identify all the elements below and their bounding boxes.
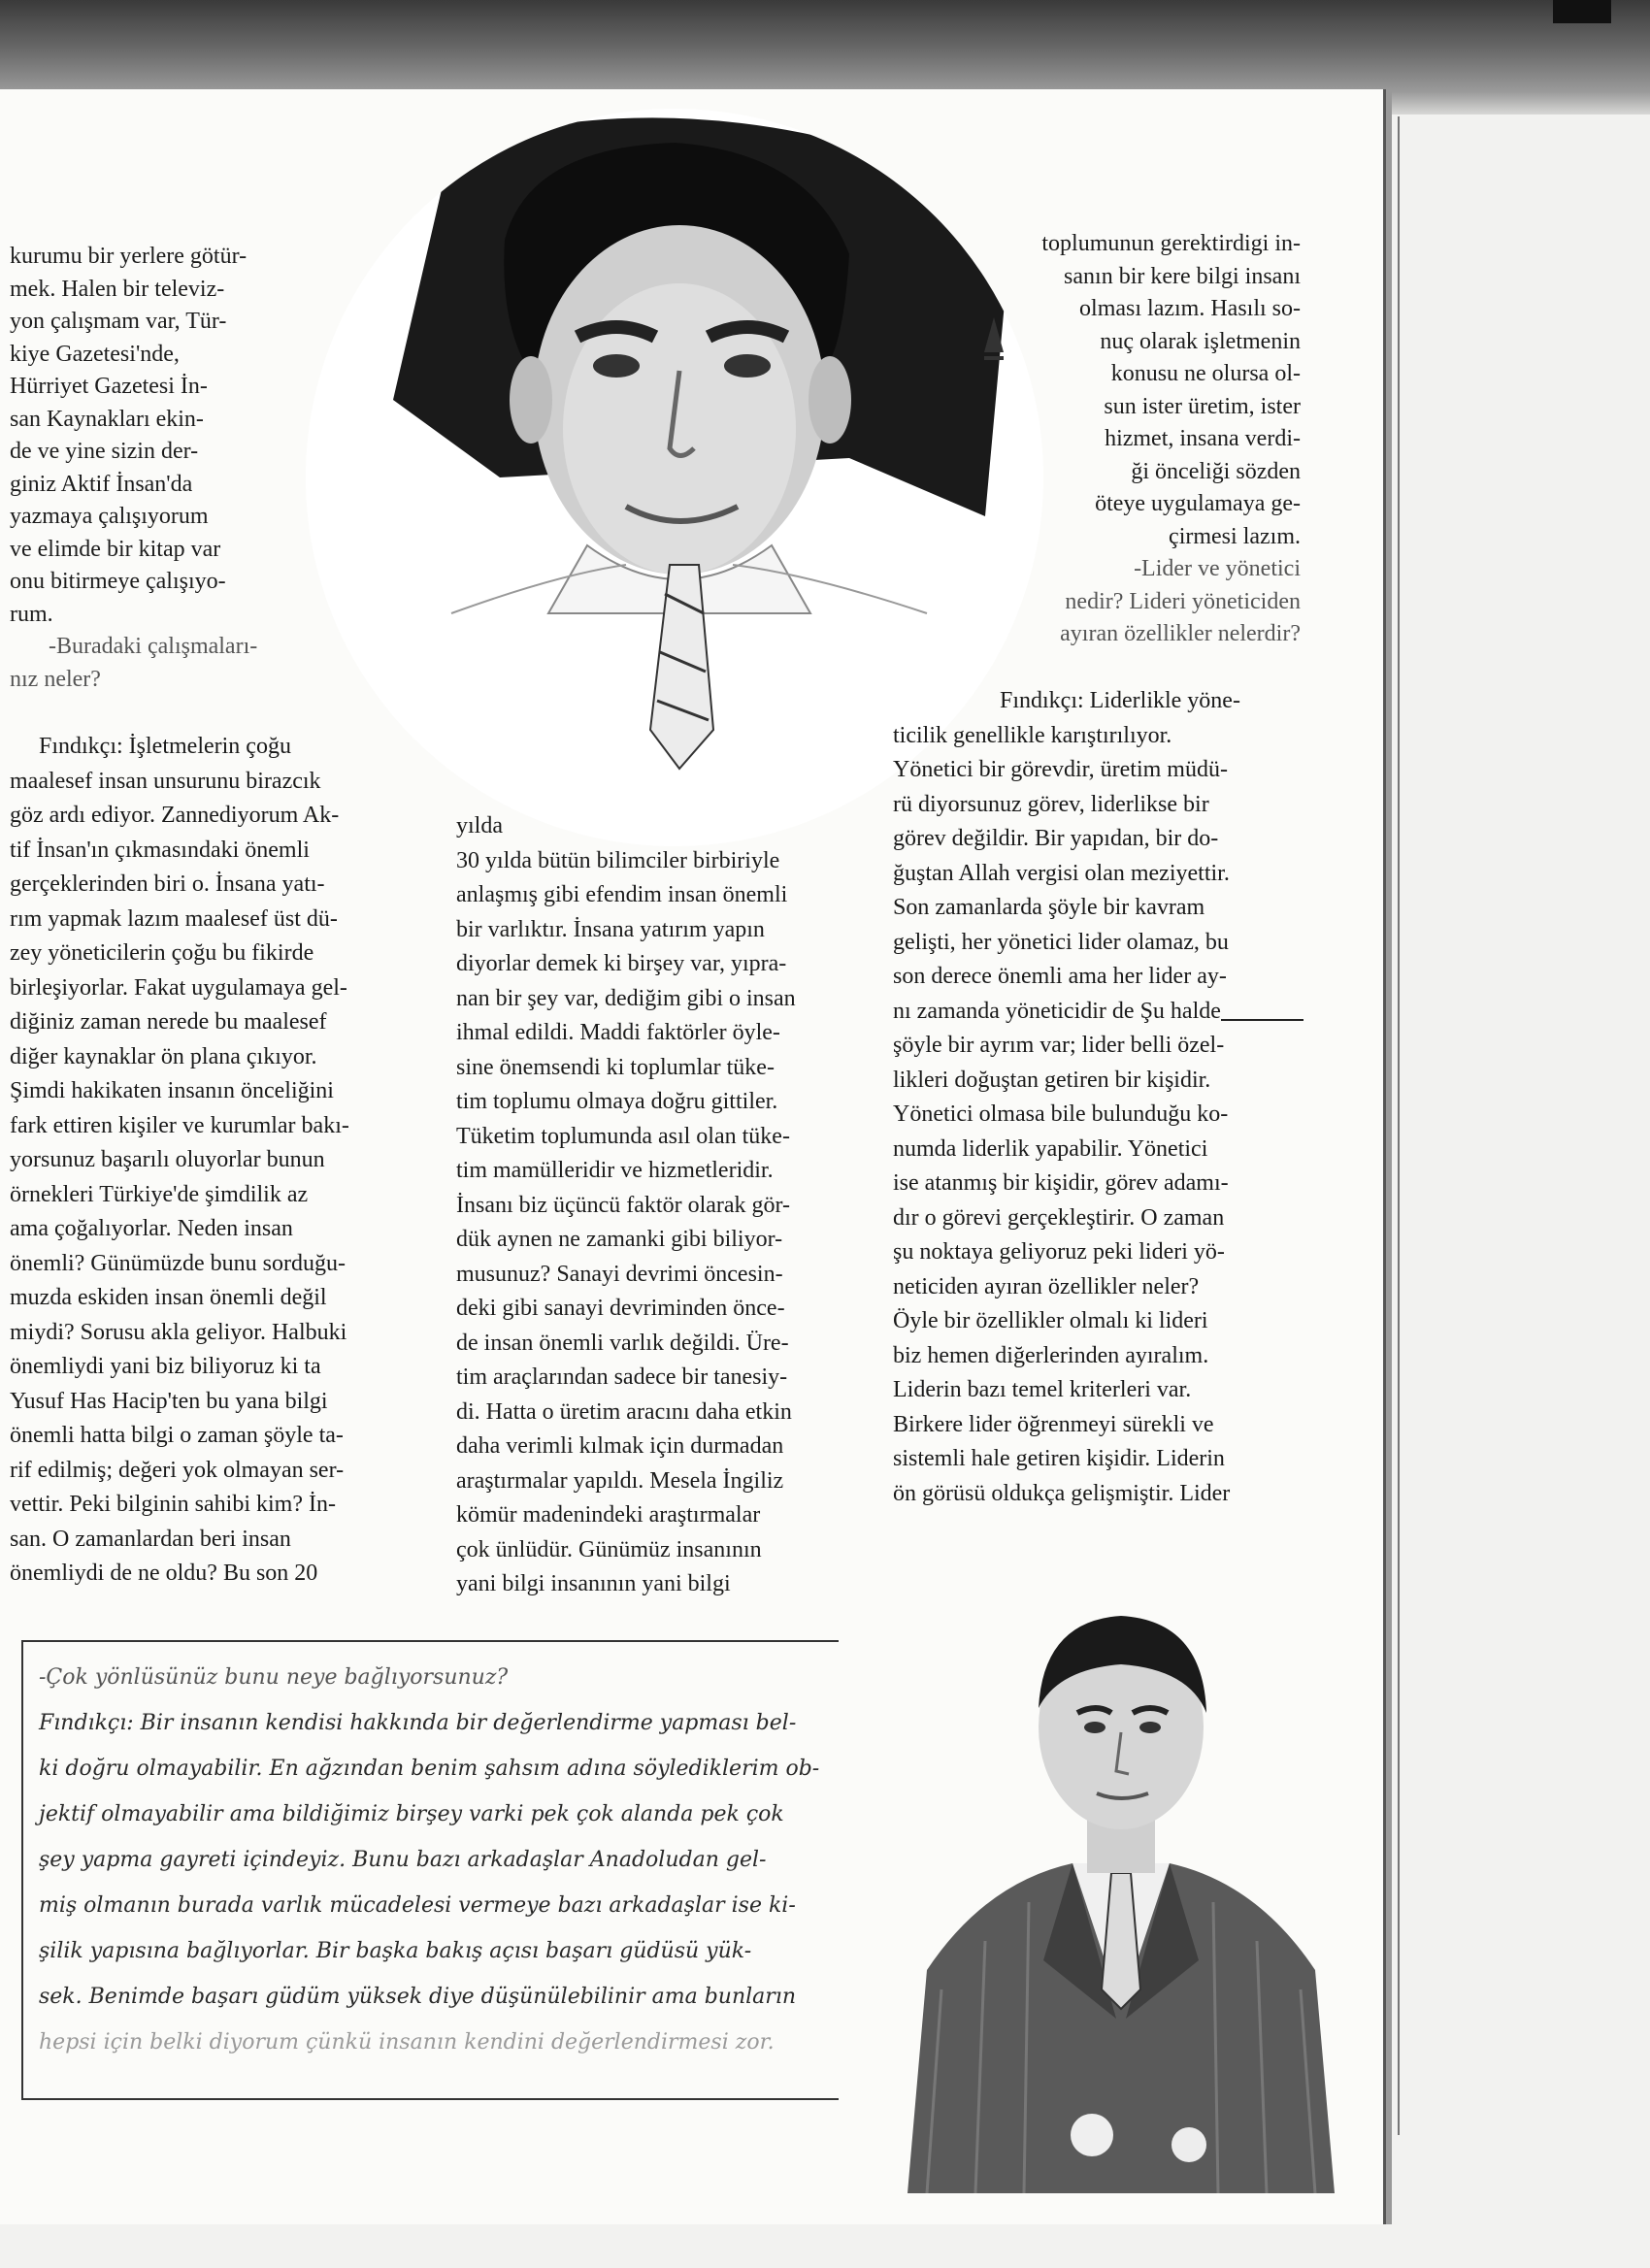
quote-answer: Fındıkçı: Bir insanın kendisi hakkında bir değerlendirme yapması bel- ki doğru olmayabilir. En ağzından benim şahsım adına söylediklerim ob- jektif olmayabilir ama bildiğimiz birşey varki pek çok alanda pek çok şey yapma gayreti içindeyiz. Bunu bazı arkadaşlar Anadoludan gel- miş olmanın burada varlık mücadelesi vermeye bazı arkadaşlar ise ki- şilik yapısına bağlıyorlar. Bir başka bakış açısı başarı güdüsü yük- sek. Benimde başarı güdüm yüksek diye düşünülebilinir ama bunların (39, 1711, 820, 2009)
left-question-1: -Buradaki çalışmaları- nız neler? (10, 634, 258, 692)
column-left (10, 241, 383, 696)
handwritten-underline (1221, 1019, 1304, 1021)
left-paragraph-1: kurumu bir yerlere götür- mek. Halen bir televiz- yon çalışmam var, Tür- kiye Gazetesi'nde, Hürriyet Gazetesi İn- san Kaynakları ekin- de ve yine sizin der- giniz Aktif İnsan'da yazmaya çalışıyorum ve elimde bir kitap var onu bitirmeye çalışıyo- rum. (10, 244, 248, 627)
right-question: -Lider ve yönetici nedir? Lideri yöneticiden ayıran özellikler nelerdir? (1060, 556, 1301, 646)
quote-answer-faded: hepsi için belki diyorum çünkü insanın kendini değerlendirmesi zor. (39, 2030, 775, 2054)
page-edge-rule (1398, 116, 1400, 2135)
column-right-lower (893, 684, 1301, 1511)
right-paragraph-2: Fındıkçı: Liderlikle yöne- ticilik genellikle karıştırılıyor. Yönetici bir görevdir, üretim müdü- rü diyorsunuz görev, liderlikse bir görev değildir. Bir yapıdan, bir do- ğuştan Allah vergisi olan meziyettir. Son zamanlarda şöyle bir kavram gelişti, her yönetici lider olamaz, bu son derece önemli ama her lider ay- nı zamanda yöneticidir de Şu halde şöyle bir ayrım var; lider belli özel- likleri doğuştan getiren bir kişidir. Yönetici olmasa bile bulunduğu ko- numda liderlik yapabilir. Yönetici ise atanmış bir kişidir, görev adamı- dır o görevi gerçekleştirir. O zaman şu noktaya geliyoruz peki lideri yö- neticiden ayıran özellikler neler? Öyle bir özellikler olmalı ki lideri biz hemen diğerlerinden ayıralım. Liderin bazı temel kriterleri var. Birkere lider öğrenmeyi sürekli ve sistemli hale getiren kişidir. Liderin ön görüsü oldukça gelişmiştir. Lider (893, 688, 1240, 1506)
middle-paragraph: yılda 30 yılda bütün bilimciler birbiriyle anlaşmış gibi efendim insan önemli bir varlıktır. İnsana yatırım yapın diyorlar demek ki birşey var, yıpra- nan bir şey var, dediğim gibi o insan ihmal edildi. Maddi faktörler öyle- sine önemsendi ki toplumlar tüke- tim toplumu olmaya doğru gittiler. Tüketim toplumunda asıl olan tüke- tim mamülleridir ve hizmetleridir. İnsanı biz üçüncü faktör olarak gör- dük aynen ne zamanki gibi biliyor- musunuz? Sanayi devrimi öncesin- deki gibi sanayi devriminden önce- de insan önemli varlık değildi. Üre- tim araçlarından sadece bir tanesiy- di. Hatta o üretim aracını daha etkin daha verimli kılmak için durmadan araştırmalar yapıldı. Mesela İngiliz kömür madenindeki araştırmalar çok ünlüdür. Günümüz insanının yani bilgi insanının yani bilgi (456, 813, 796, 1596)
column-middle (456, 809, 844, 1602)
quote-text (39, 1655, 835, 2065)
column-left-lower (10, 730, 427, 1592)
quote-question: -Çok yönlüsünüz bunu neye bağlıyorsunuz? (39, 1665, 509, 1690)
left-paragraph-2: Fındıkçı: İşletmelerin çoğu maalesef insan unsurunu birazcık göz ardı ediyor. Zannediyorum Ak- tif İnsan'ın çıkmasındaki önemli gerçeklerinden biri o. İnsana yatı- rım yapmak lazım maalesef üst dü- zey yöneticilerin çoğu bu fikirde birleşiyorlar. Fakat uygulamaya gel- diğiniz zaman nerede bu maalesef diğer kaynaklar ön plana çıkıyor. Şimdi hakikaten insanın önceliğini fark ettiren kişiler ve kurumlar bakı- yorsunuz başarılı oluyorlar bunun örnekleri Türkiye'de şimdilik az ama çoğalıyorlar. Neden insan önemli? Günümüzde bunu sorduğu- muzda eskiden insan önemli değil miydi? Sorusu akla geliyor. Halbuki önemliydi yani biz biliyoruz ki ta Yusuf Has Hacip'ten bu yana bilgi önemli hatta bilgi o zaman şöyle ta- rif edilmiş; değeri yok olmayan ser- vettir. Peki bilginin sahibi kim? İn- san. O zamanlardan beri insan önemliydi de ne oldu? Bu son 20 (10, 734, 349, 1586)
column-right-top (980, 228, 1301, 651)
portrait-photo-suit (869, 1553, 1373, 2193)
right-paragraph-1: toplumunun gerektirdigi in- sanın bir kere bilgi insanı olması lazım. Hasılı so- nuç olarak işletmenin konusu ne olursa ol- sun ister üretim, ister hizmet, insana verdi- ği önceliği sözden öteye uygulamaya ge- çirmesi lazım. (1041, 231, 1301, 549)
portrait-suit-illustration (869, 1553, 1373, 2193)
